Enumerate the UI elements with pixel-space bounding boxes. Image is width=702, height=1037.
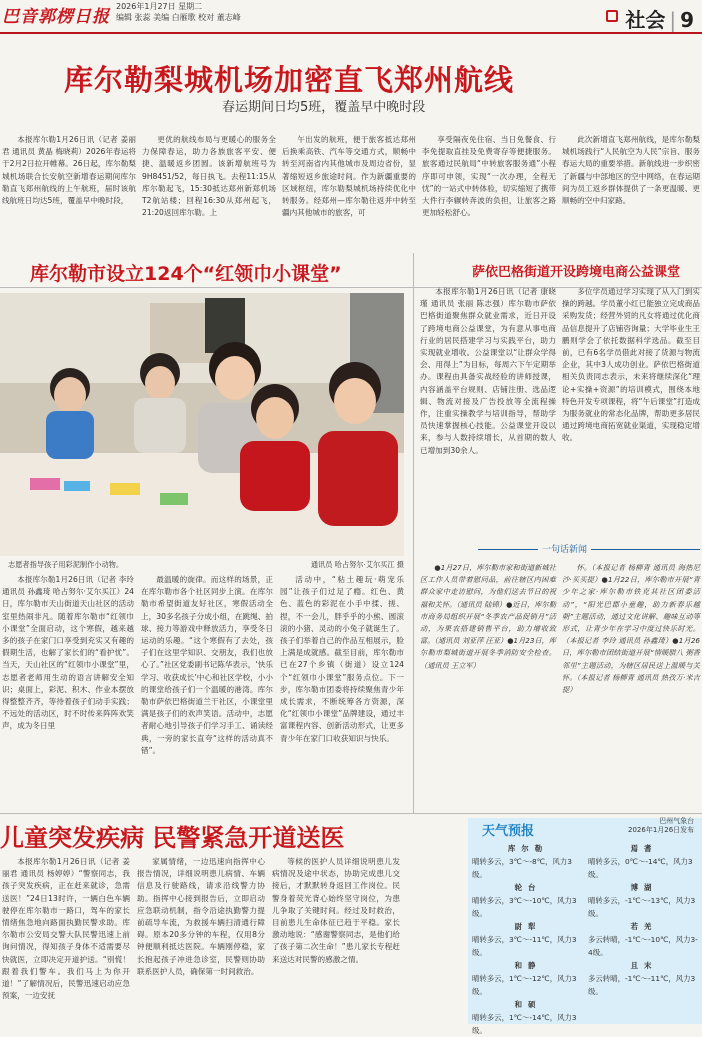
weather-date: 2026年1月26日发布: [628, 826, 695, 834]
article4-column-2: 家属情绪，一边迅速向指挥中心报告情况，详细说明患儿病情、车辆信息及行驶路线，请求沿线警力协助。指挥中心接到报告后，立即启动应急联动机制，指令沿途执勤警力提前疏导车流，为救援车辆扫清通行障碍。原本20多分钟的车程，仅用8分钟便顺利抵达医院。车辆刚停稳，家长抱起孩子冲进急诊室，民警则协助联系医护人员，确保第一时间救治。: [137, 857, 265, 976]
weather-city: 且末: [630, 961, 658, 970]
article4-column-3: 等候的医护人员详细说明患儿发病情况及途中状态，协助完成患儿交接后，才默默转身返回工作岗位。民警身着荧光背心始终坚守岗位，为患儿争取了关键时间。经过及时救治，目前患儿生命体征已趋于平稳。家长激动地说：“感谢警察同志，是他们给了孩子第二次生命！”患儿家长专程赶来送达对民警的感激之情。: [272, 857, 400, 964]
weather-line: 多云转晴，-1℃～-11℃，风力3级。: [588, 974, 696, 996]
classroom-photo: [0, 293, 404, 556]
weather-column-2: [588, 842, 700, 998]
article4-column-1: 本报库尔勒1月26日讯（记者 姜丽君 通讯员 杨婷婷）“警察同志，我孩子突发疾病，正在赶来就诊，急需送医！”24日13时许，一辆白色车辆驶停在库尔勒市一路口，驾车的家长情绪焦急地向路面执勤民警求助。库尔勒市公安局交警大队民警迅速上前询问情况，得知孩子身体不适需要尽快就医，立即决定开道护送。“别慌！跟着我们警车。我们马上为你开道！”了解情况后，民警迅速启动应急预案，一边安抚: [2, 857, 130, 1001]
caption-text: 志愿者指导孩子用彩泥制作小动物。: [8, 560, 124, 569]
article3-column-2: 多位学员通过学习实现了从入门到实操的跨越。学员董小红已能独立完成商品采购发货；经营外贸的凡女将通过优化商品信息提升了店铺咨询量；大学毕业生王鹏则学会了依托数据科学选品。截至目前，已有6名学员借此对接了货源与物流企业，其中3人成功创业。萨依巴格街道相关负责同志表示，未来将继续深化“理论+实操+资源”的培训模式，围绕本地特色开发专项课程，将“午后课堂”打造成为服务就业的常态化品牌，帮助更多居民通过跨境电商拓宽就业渠道，实现稳定增收。: [562, 287, 700, 443]
article2-column-3: 活动中，“粘土趣玩·萌宠乐园”让孩子们过足了瘾。红色、黄色、蓝色的彩泥在小手中揉、搓、捏，不一会儿，胖乎乎的小熊、圆滚滚的小猪、灵动的小兔子就诞生了。孩子们举着自己的作品互相展示，脸上满是成就感。截至目前，库尔勒市已在27个乡镇（街道）设立124个“红领巾小课堂”服务点位。下一步，库尔勒市团委将持续聚焦青少年成长需求，不断统筹各方资源，深化“红领巾小课堂”品牌建设，通过丰富课程内容、创新活动形式，让更多青少年在家门口收获知识与快乐。: [280, 575, 404, 743]
section-name: 社会: [625, 8, 666, 32]
article3-column-1: 本报库尔勒1月26日讯（记者 康晓瑾 通讯员 张丽 陈志强）库尔勒市萨依巴格街道聚焦群众就业需求，近日开设了跨境电商公益课堂，为有意从事电商行业的居民搭建学习与实践平台，助力实现就业增收。公益课堂以“让群众学得会、用得上”为目标，每周六下午定期举办。课程由具备实战经验的讲师授课，内容涵盖平台规则、店铺注册、选品逻辑、物流对接及广告投放等全流程操作，注重实操教学与培训指导，帮助学员快速掌握核心技能。公益课堂开设以来，参与人数持续增长，从首期的数人已增加到30余人。: [420, 287, 556, 455]
photo-credit: 通讯员 哈占努尔·艾尔买江 摄: [310, 560, 404, 569]
lead-headline: 库尔勒梨城机场加密直飞郑州航线: [64, 63, 515, 97]
article2-column-1: 本报库尔勒1月26日讯（记者 李玲 通讯员 孙鑫琦 哈占努尔·艾尔买江）24日，库尔勒市天山街道天山社区的活动室里热闹非凡。随着库尔勒市“红领巾小课堂”全面启动，这个寒假，越来越多的孩子在家门口享受到充实又有趣的假期生活，也解了家长们的“看护忧”。当天，天山社区的“红领巾小课堂”里，志愿者老师用生动的语言讲解安全知识；桌面上，彩泥、积木、作业本摆放得整整齐齐，等待着孩子们动手实践；不远处的活动区，时不时传来阵阵欢笑声，成为冬日里: [2, 575, 134, 731]
article2-column-2: 最温暖的旋律。而这样的场景，正在库尔勒市各个社区同步上演。在库尔勒市希望街道友好社区，寒假活动全上，30多名孩子分成小组，在跳绳、拍球、接力等游戏中释放活力，享受冬日运动的乐趣。“这个寒假有了去处，孩子们在这里学知识、交朋友，我们也放心了。”社区党委副书记陈华表示，‘快乐学习、收获成长’中心和社区学校，小小的课堂给孩子们一个温暖的港湾。库尔勒市萨依巴格街道兰干社区，小课堂里满是孩子们的欢声笑语。活动中，志愿者耐心地引导孩子们学习手工、诵读经典，一旁的家长直夸“这样的活动真不错”。: [141, 575, 273, 755]
weather-source: [628, 817, 694, 835]
issue-meta: [116, 1, 241, 23]
weather-line: 晴转多云，3℃～-11℃，风力3级。: [472, 935, 577, 957]
lead-column-2: 更优的航线布局与更暖心的服务全力保障春运，助力各族旅客平安、便捷、温暖返乡团圆。该新增航班号为9H8451/52，每日执飞。去程11:15从库尔勒起飞，15:30抵达郑州新郑机场T2航站楼；回程16:30从郑州起飞，21:20返回库尔勒。上: [142, 135, 276, 218]
weather-city: 轮台: [514, 883, 542, 892]
weather-city: 库尔勒: [507, 844, 549, 853]
page-number: 9: [680, 8, 694, 32]
weather-line: 晴转多云，0℃～-14℃，风力3级。: [588, 857, 693, 879]
weather-line: 多云转晴，-1℃～-10℃，风力3-4级。: [588, 935, 698, 957]
weather-org: 巴州气象台: [659, 817, 695, 825]
article4-headline: 儿童突发疾病 民警紧急开道送医: [0, 824, 345, 852]
brief-column-2: 怀。（本报记者 杨柳青 通讯员 海热尼沙·买买提）●1月22日，库尔勒市开展“青少年之家·库尔勒市铁克其社区团委活动”，“阳光巴郡小童趣，助力新春乐越朝”主题活动，通过文化讲解、趣味互动等形式，让青少年在学习中度过快乐时光。（本报记者 李玲 通讯员 孙鑫琦）●1月26日，库尔勒市团结街道开展“情暖腊八 粥香邻里”主题活动，为辖区居民送上温暖与关怀。（本报记者 杨柳青 通讯员 热孜万·米吉提）: [562, 563, 700, 695]
children-making-clay-photo: [0, 293, 404, 556]
weather-city: 焉耆: [630, 844, 658, 853]
column-rule: [413, 253, 414, 813]
weather-line: 晴转多云，-1℃～-13℃，风力3级。: [588, 896, 696, 918]
weather-column-1: [472, 842, 584, 1037]
lead-column-5: 此次新增直飞郑州航线，是库尔勒梨城机场践行“人民航空为人民”宗旨、服务春运大局的重要举措。新航线进一步织密了新疆与中部地区的空中网络，在春运期间为员工返乡群体提供了一条更温暖、更顺畅的空中归家路。: [562, 135, 700, 206]
weather-line: 晴转多云，3℃～-8℃，风力3级。: [472, 857, 572, 879]
article3-headline: 萨依巴格街道开设跨境电商公益课堂: [472, 265, 681, 280]
weather-city: 若羌: [630, 922, 658, 931]
section-label: 社会 | 9: [625, 8, 694, 32]
weather-city: 尉犁: [514, 922, 542, 931]
lead-subheadline: 春运期间日均5班，覆盖早中晚时段: [222, 100, 426, 115]
article2-headline: 库尔勒市设立124个“红领巾小课堂”: [30, 263, 342, 285]
qr-icon: [606, 10, 618, 22]
issue-staff: 编辑 张蕊 美编 白雁歌 校对 董志峰: [116, 13, 241, 22]
newspaper-logo: 巴音郭楞日报: [2, 7, 110, 27]
weather-city: 博湖: [630, 883, 658, 892]
weather-line: 晴转多云，3℃～-10℃，风力3级。: [472, 896, 577, 918]
issue-date: 2026年1月27日 星期二: [116, 2, 203, 11]
weather-city: 和硕: [514, 1000, 542, 1009]
lead-column-3: 午出发的航班，便于旅客抵达郑州后换乘高铁、汽车等交通方式，顺畅中转至河南省内其他城市及周边省份，显著缩短返乡旅途时间。作为新疆重要的区域枢纽，库尔勒梨城机场持续优化中转服务。经郑州—库尔勒往返并中转至疆内其他城市的旅客，可: [282, 135, 416, 218]
weather-title: 天气预报: [482, 824, 535, 839]
lead-column-4: 享受隔夜免住宿、当日免餐食、行李免提取直挂及免费寄存等便捷服务。旅客通过民航局“中转旅客服务通”小程序即可申领，实现“一次办理，全程无忧”的一站式中转体验，切实缩短了携带大件行李辗转奔波的负担，让旅客之路更加轻松舒心。: [422, 135, 556, 218]
weather-line: 晴转多云，1℃～-14℃，风力3级。: [472, 1013, 577, 1035]
lead-column-1: 本报库尔勒1月26日讯（记者 姜丽君 通讯员 黄晶 梅晓莉）2026年春运将于2月2日拉开帷幕。26日起，库尔勒梨城机场联合长安航空新增春运期间库尔勒直飞郑州航线的上午航班，届时该航线航班日均达5班，覆盖早中晚时段，: [2, 135, 136, 206]
weather-city: 和静: [514, 961, 542, 970]
photo-caption: [8, 560, 404, 570]
brief-column-1: ●1月27日，库尔勒市家和街道新城社区工作人员带着慰问品，前往辖区内困难群众家中走访慰问，为他们送去节日的祝福和关怀。（通讯员 陆锦）●近日，库尔勒市商务局组织开展“冬季农产品促销月”活动，为果农搭建销售平台，助力增收致富。（通讯员 刘亚萍 汪亚）●1月23日，库尔勒市梨城街道开展冬季消防安全检查。（通讯员 王立军）: [420, 563, 556, 670]
weather-line: 晴转多云，1℃～-12℃，风力3级。: [472, 974, 577, 996]
divider: [0, 813, 702, 814]
brief-news-header: 一句话新闻: [478, 542, 700, 556]
